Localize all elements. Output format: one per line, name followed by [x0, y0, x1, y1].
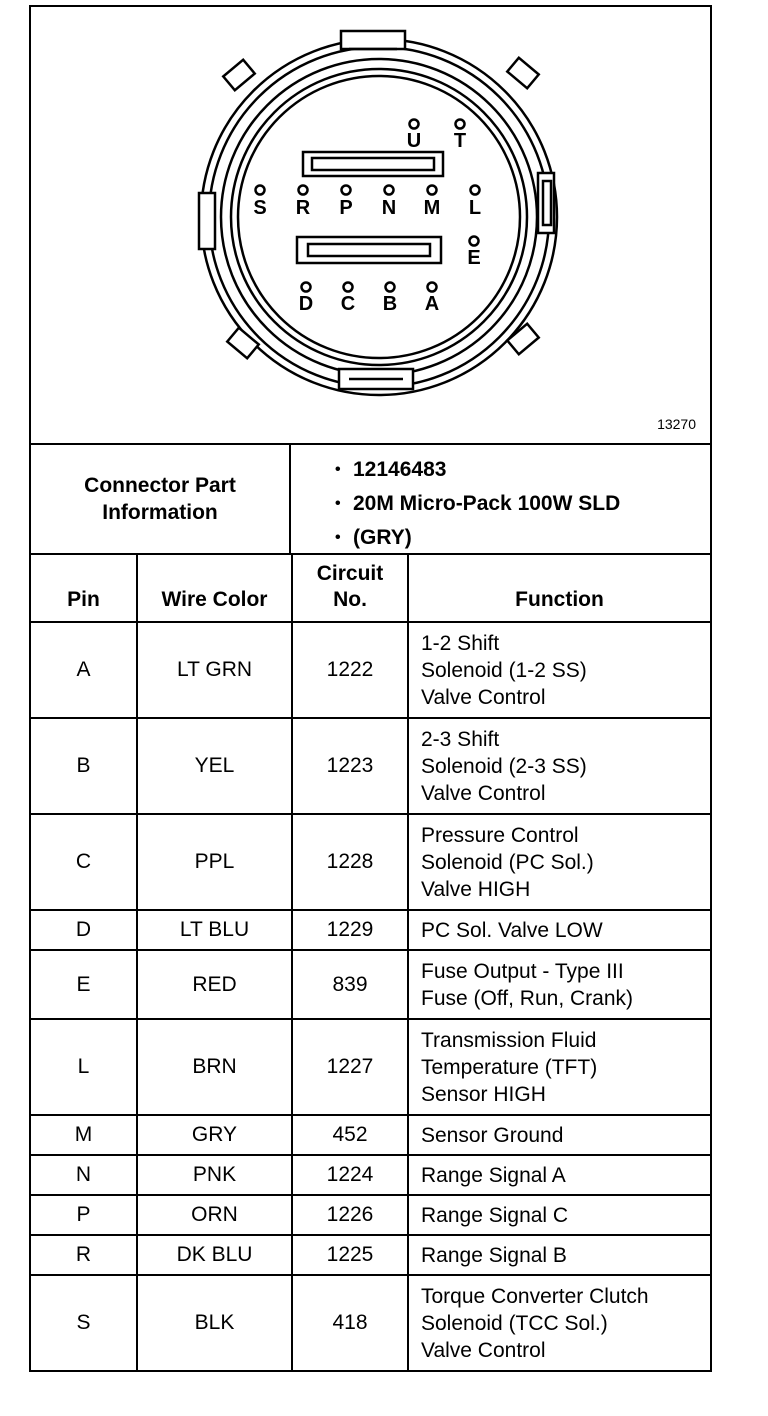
cell-function [408, 1195, 710, 1235]
cell-wire-color: RED [137, 950, 292, 1019]
cell-circuit: 1222 [292, 622, 408, 718]
header-function: Function [408, 555, 710, 622]
cell-pin: E [31, 950, 137, 1019]
part-info-label-line2: Information [102, 501, 218, 524]
table-row [31, 718, 710, 814]
pin-hole-C [344, 283, 353, 292]
latch-lower-right [507, 324, 538, 355]
terminal-slot-lower [297, 237, 441, 263]
function-line: 1-2 Shift [421, 631, 500, 655]
figure-number: 13270 [657, 416, 696, 432]
latch-upper-left [223, 60, 254, 91]
pin-table [31, 555, 710, 1372]
part-info-item [293, 453, 703, 487]
function-line: Solenoid (1-2 SS) [421, 658, 587, 682]
cell-circuit: 1228 [292, 814, 408, 910]
pin-label-D: D [298, 293, 314, 315]
cell-pin: L [31, 1019, 137, 1115]
connector-inner-ring [231, 69, 527, 365]
function-line: Valve Control [421, 685, 546, 709]
pin-hole-M [428, 186, 437, 195]
connector-diagram [31, 7, 710, 443]
function-line: Solenoid (2-3 SS) [421, 754, 587, 778]
terminal-slot-upper-inner [312, 158, 434, 170]
pin-hole-D [302, 283, 311, 292]
pin-label-N: N [381, 197, 397, 219]
connector-sheet [29, 5, 712, 1372]
header-circuit-line1: Circuit [316, 562, 384, 585]
terminal-slot-upper [303, 152, 443, 176]
function-line: 2-3 Shift [421, 727, 500, 751]
function-line: PC Sol. Valve LOW [421, 918, 603, 942]
table-header-row [31, 555, 710, 622]
function-line: Fuse (Off, Run, Crank) [421, 986, 634, 1010]
cell-function [408, 1115, 710, 1155]
cell-wire-color: LT GRN [137, 622, 292, 718]
function-line: Temperature (TFT) [421, 1055, 598, 1079]
pin-table-body [31, 622, 710, 1371]
pin-label-U: U [406, 130, 422, 152]
cell-circuit: 839 [292, 950, 408, 1019]
table-row [31, 1019, 710, 1115]
table-row [31, 1115, 710, 1155]
part-info-item [293, 487, 703, 521]
pin-hole-B [386, 283, 395, 292]
table-row [31, 622, 710, 718]
function-line: Pressure Control [421, 823, 579, 847]
cell-circuit: 1224 [292, 1155, 408, 1195]
pin-hole-P [342, 186, 351, 195]
cell-wire-color: LT BLU [137, 910, 292, 950]
cell-function [408, 1275, 710, 1371]
cell-wire-color: DK BLU [137, 1235, 292, 1275]
table-row [31, 910, 710, 950]
function-line: Valve HIGH [421, 877, 531, 901]
pin-hole-N [385, 186, 394, 195]
function-line: Solenoid (TCC Sol.) [421, 1311, 608, 1335]
pin-hole-E [470, 237, 479, 246]
cell-wire-color: PNK [137, 1155, 292, 1195]
header-wire-color: Wire Color [137, 555, 292, 622]
header-circuit-line2: No. [333, 588, 367, 611]
function-line: Fuse Output - Type III [421, 959, 624, 983]
table-row [31, 950, 710, 1019]
connector-color: (GRY) [353, 526, 412, 549]
header-circuit [292, 555, 408, 622]
connector-type: 20M Micro-Pack 100W SLD [353, 492, 621, 515]
cell-function [408, 1235, 710, 1275]
function-line: Range Signal C [421, 1203, 569, 1227]
function-line: Sensor Ground [421, 1123, 564, 1147]
function-line: Valve Control [421, 1338, 546, 1362]
cell-wire-color: BLK [137, 1275, 292, 1371]
cell-function [408, 718, 710, 814]
cell-pin: S [31, 1275, 137, 1371]
cell-circuit: 1227 [292, 1019, 408, 1115]
cell-function [408, 910, 710, 950]
cell-function [408, 1019, 710, 1115]
connector-part-info-list [293, 453, 703, 555]
part-number: 12146483 [353, 458, 447, 481]
top-key-tab [341, 31, 405, 49]
cell-pin: A [31, 622, 137, 718]
function-line: Solenoid (PC Sol.) [421, 850, 594, 874]
bullet-icon: • [335, 461, 341, 478]
pin-label-L: L [468, 197, 482, 219]
cell-pin: C [31, 814, 137, 910]
cell-pin: D [31, 910, 137, 950]
function-line: Range Signal B [421, 1243, 567, 1267]
table-row [31, 1195, 710, 1235]
pin-label-A: A [424, 293, 440, 315]
cell-wire-color: ORN [137, 1195, 292, 1235]
pin-hole-T [456, 120, 465, 129]
pin-label-S: S [253, 197, 267, 219]
pin-hole-U [410, 120, 419, 129]
pin-label-E: E [467, 247, 481, 269]
cell-circuit: 1226 [292, 1195, 408, 1235]
pin-label-B: B [382, 293, 398, 315]
cell-function [408, 622, 710, 718]
cell-circuit: 452 [292, 1115, 408, 1155]
connector-middle-ring [221, 59, 537, 375]
function-line: Range Signal A [421, 1163, 566, 1187]
cell-function [408, 814, 710, 910]
table-row [31, 1235, 710, 1275]
connector-face-svg [31, 7, 710, 443]
cell-pin: M [31, 1115, 137, 1155]
connector-part-info [31, 443, 710, 555]
table-row [31, 814, 710, 910]
bullet-icon: • [335, 495, 341, 512]
connector-part-info-label [31, 445, 291, 553]
pin-hole-L [471, 186, 480, 195]
pin-hole-A [428, 283, 437, 292]
cell-pin: P [31, 1195, 137, 1235]
function-line: Valve Control [421, 781, 546, 805]
function-line: Transmission Fluid [421, 1028, 597, 1052]
cell-circuit: 1225 [292, 1235, 408, 1275]
pin-hole-S [256, 186, 265, 195]
cell-wire-color: YEL [137, 718, 292, 814]
cell-wire-color: PPL [137, 814, 292, 910]
table-row [31, 1155, 710, 1195]
terminal-slot-lower-inner [308, 244, 430, 256]
function-line: Torque Converter Clutch [421, 1284, 649, 1308]
pin-label-T: T [453, 130, 467, 152]
part-info-label-line1: Connector Part [84, 474, 236, 497]
cell-function [408, 950, 710, 1019]
cell-function [408, 1155, 710, 1195]
cell-wire-color: GRY [137, 1115, 292, 1155]
pin-label-P: P [339, 197, 353, 219]
bullet-icon: • [335, 529, 341, 546]
function-line: Sensor HIGH [421, 1082, 546, 1106]
pin-label-C: C [340, 293, 356, 315]
pin-label-M: M [423, 197, 441, 219]
latch-upper-right [507, 58, 538, 89]
pin-label-R: R [295, 197, 311, 219]
pin-hole-R [299, 186, 308, 195]
part-info-item [293, 521, 703, 555]
cell-wire-color: BRN [137, 1019, 292, 1115]
cell-pin: N [31, 1155, 137, 1195]
table-row [31, 1275, 710, 1371]
cell-circuit: 1223 [292, 718, 408, 814]
header-pin: Pin [31, 555, 137, 622]
cell-circuit: 1229 [292, 910, 408, 950]
cell-pin: R [31, 1235, 137, 1275]
latch-left [199, 193, 215, 249]
cell-circuit: 418 [292, 1275, 408, 1371]
cell-pin: B [31, 718, 137, 814]
